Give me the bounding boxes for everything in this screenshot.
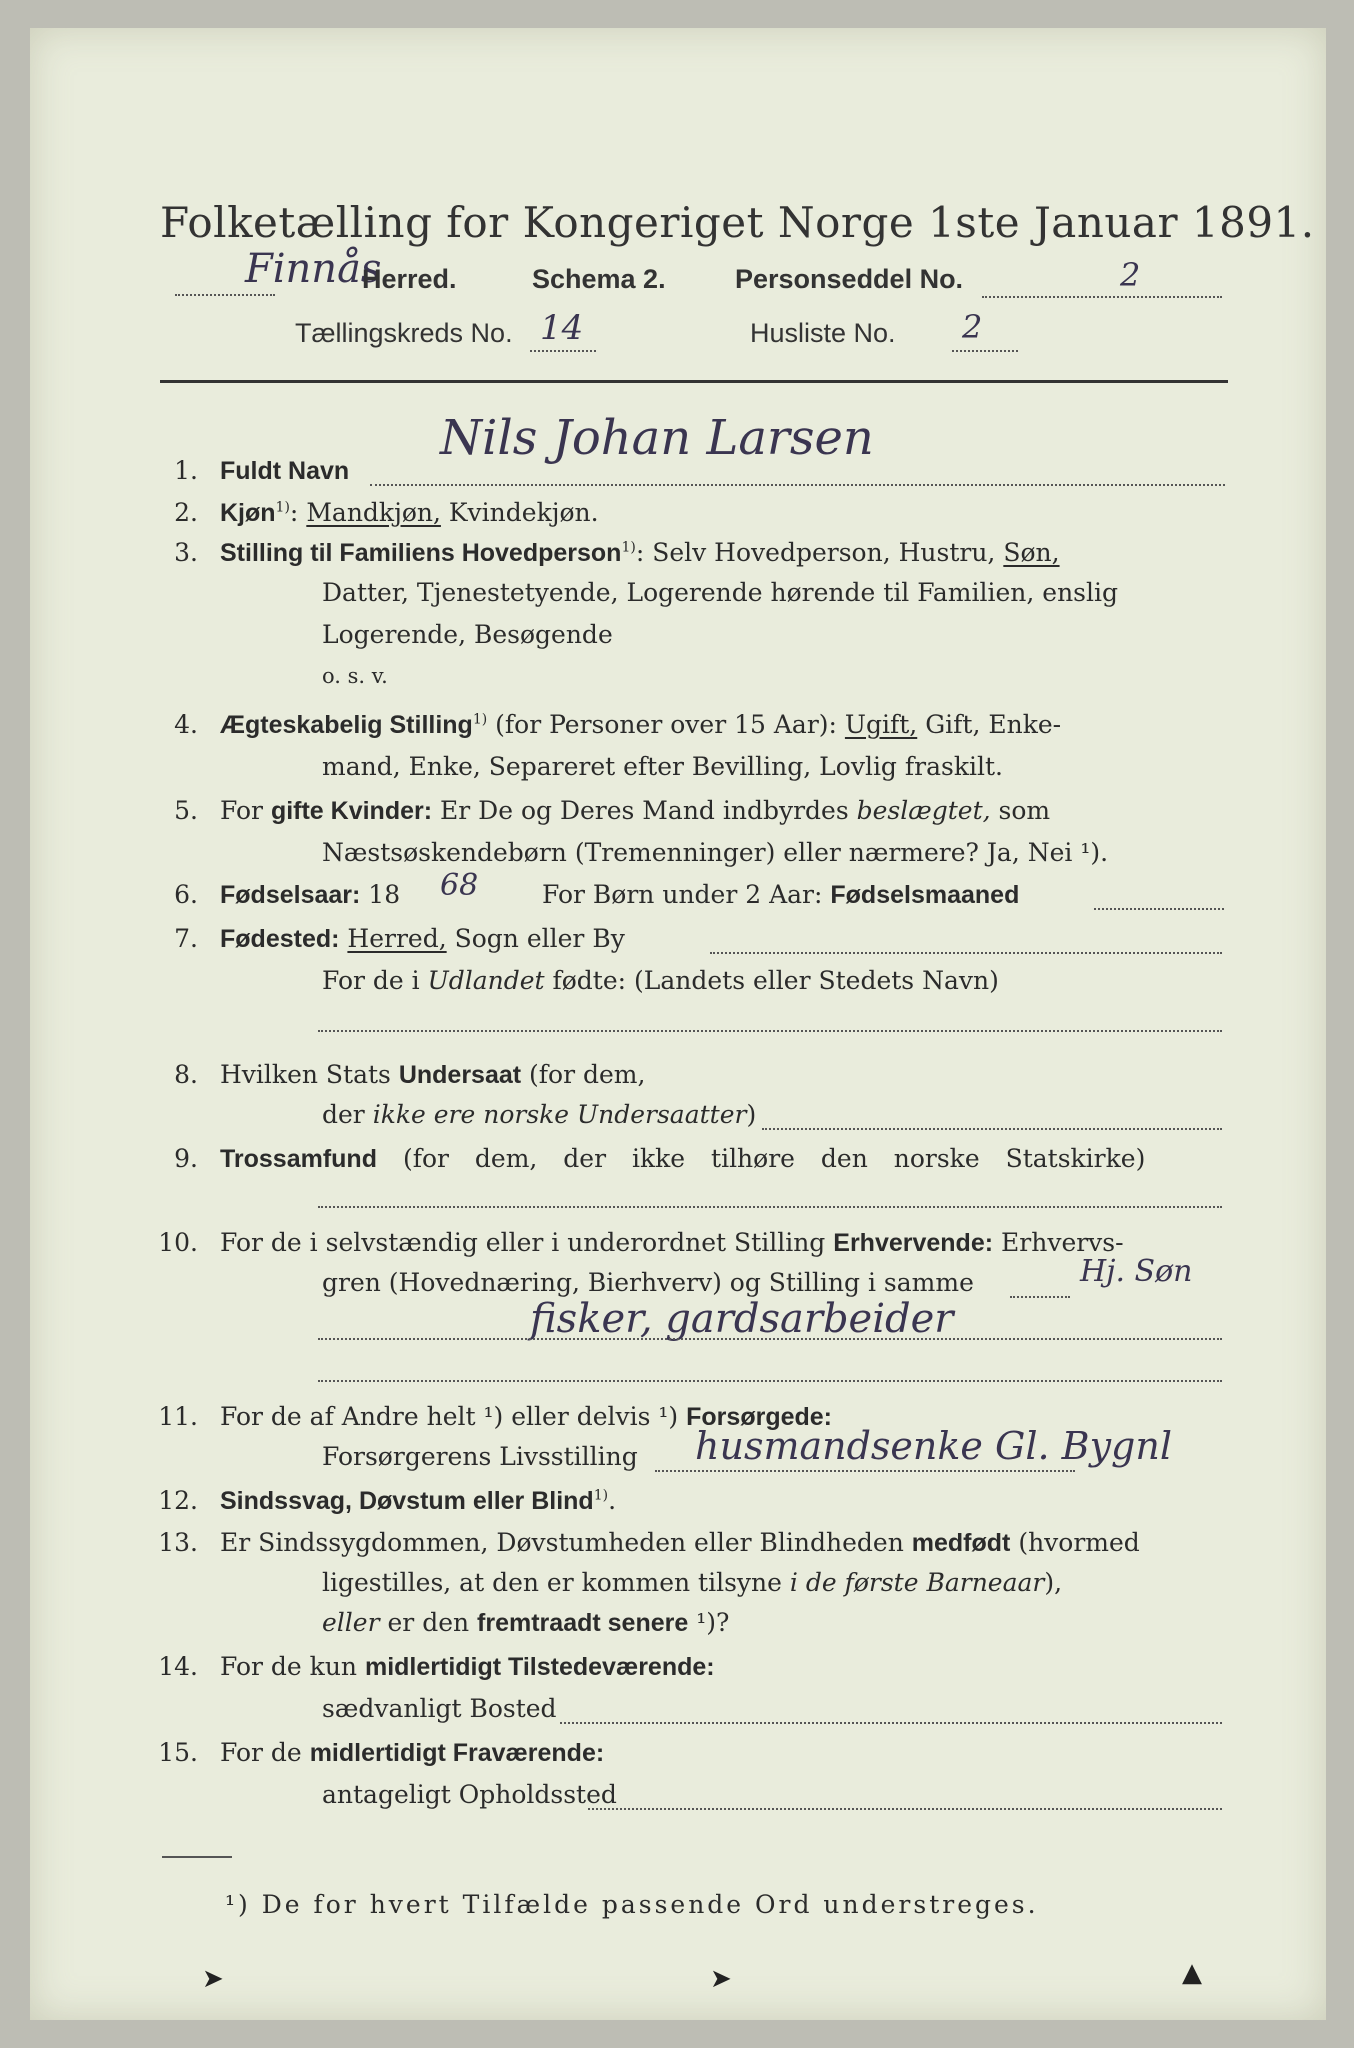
q10-line1: For de i selvstændig eller i underordnet Stilling Erhvervende: Erhvervs- [220,1228,1124,1257]
name-value: Nils Johan Larsen [440,410,874,466]
q3-line2: Datter, Tjenestetyende, Logerende hørende til Familien, enslig [322,578,1119,607]
item-number: 3. [174,538,198,567]
item-number: 11. [158,1402,198,1431]
form-title: Folketælling for Kongeriget Norge 1ste Januar 1891. [160,198,1315,247]
dotted-line [318,1206,1222,1208]
item-number: 14. [158,1652,198,1681]
q2-line: Kjøn$^{1)}$: Mandkjøn, Kvindekjøn. [220,498,599,527]
dotted-line [318,1380,1222,1382]
occupation-value-1: Hj. Søn [1080,1254,1193,1289]
dotted-line [982,296,1222,298]
item-number: 13. [158,1528,198,1557]
son-underlined: Søn, [1003,538,1060,567]
dotted-line [318,1030,1222,1032]
item-number: 8. [174,1060,198,1089]
q3-line1: Stilling til Familiens Hovedperson$^{1)}$: Selv Hovedperson, Hustru, Søn, [220,538,1060,567]
item-number: 7. [174,924,198,953]
q13-line3: eller er den fremtraadt senere ¹)? [322,1608,730,1637]
kreds-value: 14 [540,308,584,348]
dotted-line [370,484,1225,486]
q8-line1: Hvilken Stats Undersaat (for dem, [220,1060,646,1089]
q4-line2: mand, Enke, Separeret efter Bevilling, Lovlig fraskilt. [322,752,1003,781]
registration-mark: ▲ [1182,1958,1202,1988]
q6-label: Fødselsaar: 18 [220,880,401,909]
kreds-label: Tællingskreds No. [295,318,513,348]
dotted-line [655,1470,1075,1472]
q14-line2: sædvanligt Bosted [322,1694,557,1723]
registration-mark: ➤ [202,1964,224,1994]
item-number: 1. [174,456,198,485]
item-number: 6. [174,880,198,909]
q15-line2: antageligt Opholdssted [322,1780,617,1809]
q7-line2: For de i Udlandet fødte: (Landets eller Stedets Navn) [322,966,999,995]
dotted-line [588,1808,1222,1810]
item-number: 10. [158,1228,198,1257]
q11-line1: For de af Andre helt ¹) eller delvis ¹) Forsørgede: [220,1402,832,1431]
item-number: 2. [174,498,198,527]
q13-line2: ligestilles, at den er kommen tilsyne i de første Barneaar), [322,1568,1063,1597]
dotted-line [952,350,1018,352]
dotted-line [1094,908,1224,910]
dotted-line [318,1338,1222,1340]
dotted-line [1010,1296,1070,1298]
q5-line1: For gifte Kvinder: Er De og Deres Mand indbyrdes beslægtet, som [220,796,1051,825]
q3-line3: Logerende, Besøgende [322,620,613,649]
q6-rest: For Børn under 2 Aar: Fødselsmaaned [542,880,1020,909]
q5-line2: Næstsøskendebørn (Tremenninger) eller nærmere? Ja, Nei ¹). [322,838,1109,867]
census-form [30,28,1326,2020]
dotted-line [175,294,275,296]
personseddel-label: Personseddel No. [735,264,964,294]
q13-line1: Er Sindssygdommen, Døvstumheden eller Blindheden medfødt (hvormed [220,1528,1140,1557]
dotted-line [762,1128,1222,1130]
dotted-line [710,952,1222,954]
ugift-underlined: Ugift, [844,710,918,739]
husliste-label: Husliste No. [750,318,896,348]
q7-line1: Fødested: Herred, Sogn eller By [220,924,625,953]
q1-label: Fuldt Navn [220,457,350,485]
footnote: ¹) De for hvert Tilfælde passende Ord understreges. [225,1890,1039,1919]
item-number: 5. [174,796,198,825]
item-number: 15. [158,1738,198,1767]
q9-line: Trossamfund (for dem, der ikke tilhøre den norske Statskirke) [220,1144,1146,1173]
item-number: 12. [158,1486,198,1515]
personseddel-value: 2 [1120,256,1141,294]
mandkjon-underlined: Mandkjøn, [306,498,441,527]
provider-value: husmandsenke Gl. Bygnl [695,1424,1173,1468]
q12-line: Sindssvag, Døvstum eller Blind$^{1)}$. [220,1486,617,1515]
q10-line2: gren (Hovednæring, Bierhverv) og Stilling i samme [322,1268,974,1297]
birthyear-value: 68 [440,868,479,903]
q14-line1: For de kun midlertidigt Tilstedeværende: [220,1652,715,1681]
item-number: 9. [174,1144,198,1173]
herred-underlined: Herred, [347,924,447,953]
q15-line1: For de midlertidigt Fraværende: [220,1738,605,1767]
q3-line4: o. s. v. [322,664,388,688]
registration-mark: ➤ [710,1964,732,1994]
dotted-line [530,350,596,352]
header-rule [160,380,1228,383]
schema-label: Schema 2. [532,264,666,294]
occupation-value-2: fisker, gardsarbeider [530,1296,954,1342]
dotted-line [560,1722,1222,1724]
q11-line2: Forsørgerens Livsstilling [322,1442,638,1471]
item-number: 4. [174,710,198,739]
husliste-value: 2 [962,308,983,346]
herred-value: Finnås [245,246,382,292]
q4-line1: Ægteskabelig Stilling$^{1)}$ (for Personer over 15 Aar): Ugift, Gift, Enke- [220,710,1062,739]
q8-line2: der ikke ere norske Undersaatter) [322,1100,757,1129]
footnote-rule [162,1856,232,1858]
herred-label: Herred. [362,264,457,294]
